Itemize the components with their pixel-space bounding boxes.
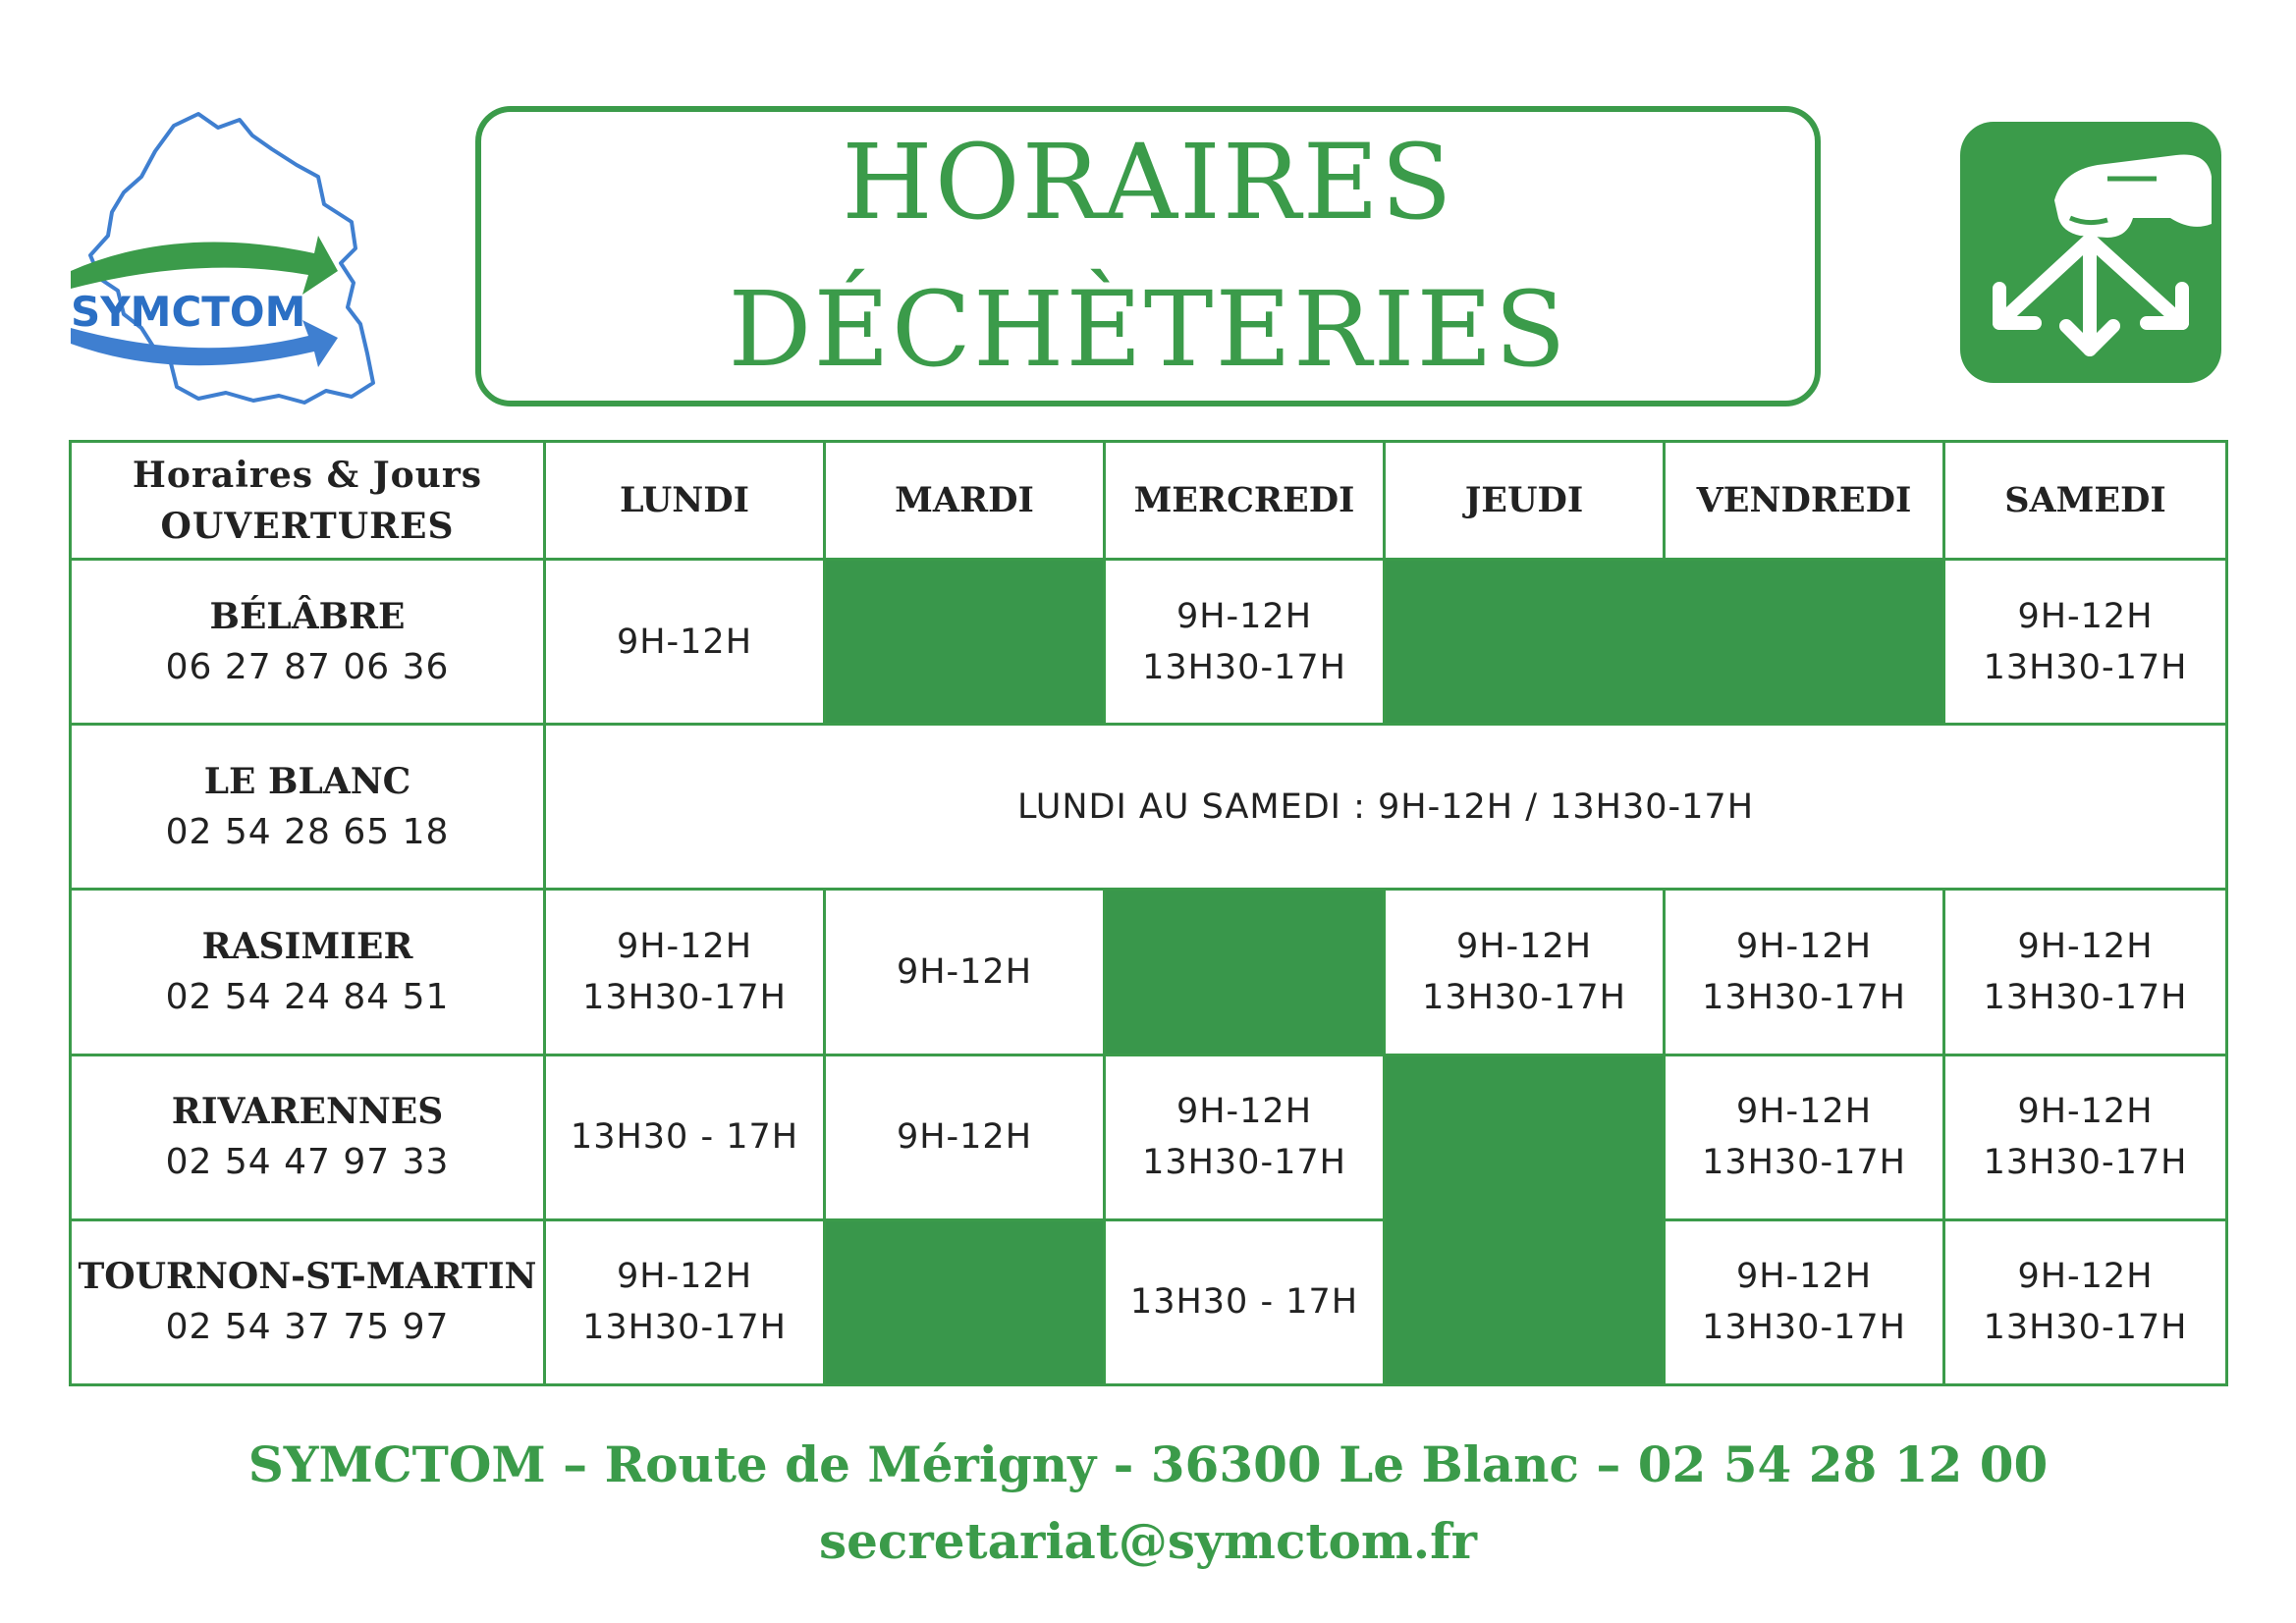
hours-line: 9H-12H	[1735, 1092, 1873, 1132]
site-cell	[71, 560, 545, 725]
site-name: RIVARENNES	[171, 1091, 444, 1133]
site-phone: 06 27 87 06 36	[165, 646, 450, 687]
hours-line: 9H-12H	[896, 1117, 1033, 1158]
hours-cell	[1665, 1055, 1944, 1219]
footer-email: secretariat@symctom.fr	[818, 1512, 1478, 1570]
hours-line: 9H-12H	[2017, 596, 2154, 636]
hours-line: 13H30-17H	[1983, 647, 2188, 687]
corner-header-line-1: Horaires & Jours	[132, 454, 483, 496]
corner-header-line-2: OUVERTURES	[160, 505, 455, 547]
hours-line: 13H30 - 17H	[1129, 1282, 1359, 1323]
hours-line: 13H30-17H	[1142, 647, 1346, 687]
hours-line: 13H30-17H	[1142, 1143, 1346, 1183]
hours-line: LUNDI AU SAMEDI : 9H-12H / 13H30-17H	[1016, 786, 1755, 827]
opening-hours-table	[69, 440, 2228, 1386]
hours-line: 9H-12H	[1735, 927, 1873, 967]
hours-cell	[1385, 890, 1665, 1055]
site-name: LE BLANC	[203, 760, 411, 802]
symctom-logo	[61, 106, 385, 410]
site-phone: 02 54 37 75 97	[165, 1307, 450, 1348]
hours-cell	[825, 1055, 1105, 1219]
hours-line: 13H30-17H	[1702, 978, 1906, 1018]
table-header-row	[71, 442, 2227, 560]
hours-cell	[1944, 1219, 2227, 1384]
day-header-mercredi: MERCREDI	[1105, 442, 1385, 560]
hours-cell	[1944, 560, 2227, 725]
hours-cell	[825, 890, 1105, 1055]
site-cell	[71, 890, 545, 1055]
hours-cell	[1944, 1055, 2227, 1219]
site-name: TOURNON-ST-MARTIN	[78, 1256, 537, 1298]
symctom-logo-map-icon	[61, 106, 385, 410]
table-row	[71, 725, 2227, 890]
site-phone: 02 54 47 97 33	[165, 1142, 450, 1183]
hours-cell	[1665, 890, 1944, 1055]
hours-line: 9H-12H	[2017, 1092, 2154, 1132]
day-header-mardi: MARDI	[825, 442, 1105, 560]
hours-line: 9H-12H	[1175, 596, 1313, 636]
logo-text: SYMCTOM	[71, 288, 306, 336]
closed-cell	[1105, 890, 1385, 1055]
hours-line: 13H30-17H	[1702, 1143, 1906, 1183]
hours-line: 9H-12H	[2017, 927, 2154, 967]
hours-line: 9H-12H	[1175, 1092, 1313, 1132]
site-name: RASIMIER	[201, 926, 413, 968]
title-line-2: DÉCHÈTERIES	[728, 269, 1568, 390]
table-row	[71, 1219, 2227, 1384]
day-header-lundi: LUNDI	[545, 442, 825, 560]
closed-cell	[825, 560, 1105, 725]
corner-header	[71, 442, 545, 560]
hours-cell-all-week	[545, 725, 2227, 890]
title-line-1: HORAIRES	[842, 122, 1454, 243]
hours-line: 9H-12H	[896, 952, 1033, 993]
hours-cell	[1105, 1219, 1385, 1384]
table-row	[71, 560, 2227, 725]
hours-cell	[1105, 1055, 1385, 1219]
closed-cell	[1385, 1055, 1665, 1384]
site-phone: 02 54 24 84 51	[165, 977, 450, 1018]
hours-cell	[545, 560, 825, 725]
hours-line: 13H30-17H	[1983, 978, 2188, 1018]
day-header-jeudi: JEUDI	[1385, 442, 1665, 560]
site-cell	[71, 1219, 545, 1384]
waste-sorting-pictogram	[1960, 122, 2221, 383]
day-header-vendredi: VENDREDI	[1665, 442, 1944, 560]
day-header-samedi: SAMEDI	[1944, 442, 2227, 560]
hours-line: 13H30-17H	[1983, 1308, 2188, 1348]
site-phone: 02 54 28 65 18	[165, 811, 450, 852]
hours-cell	[545, 1055, 825, 1219]
hours-line: 13H30-17H	[1702, 1308, 1906, 1348]
hours-line: 13H30 - 17H	[570, 1117, 799, 1158]
closed-cell	[1385, 560, 1944, 725]
footer-address: SYMCTOM – Route de Mérigny - 36300 Le Blanc – 02 54 28 12 00	[247, 1435, 2049, 1493]
hours-cell	[545, 890, 825, 1055]
site-name: BÉLÂBRE	[209, 595, 406, 637]
title-box	[475, 106, 1821, 406]
table-row	[71, 1055, 2227, 1219]
waste-sorting-hand-arrows-icon	[1960, 122, 2221, 383]
hours-line: 9H-12H	[616, 1257, 753, 1297]
table-row	[71, 890, 2227, 1055]
hours-line: 13H30-17H	[1983, 1143, 2188, 1183]
hours-line: 13H30-17H	[582, 1308, 787, 1348]
hours-line: 9H-12H	[616, 927, 753, 967]
hours-cell	[1665, 1219, 1944, 1384]
hours-line: 9H-12H	[2017, 1257, 2154, 1297]
hours-line: 9H-12H	[1455, 927, 1593, 967]
closed-cell	[825, 1219, 1105, 1384]
hours-cell	[1105, 560, 1385, 725]
hours-cell	[1944, 890, 2227, 1055]
hours-line: 9H-12H	[1735, 1257, 1873, 1297]
hours-cell	[545, 1219, 825, 1384]
hours-line: 9H-12H	[616, 622, 753, 662]
hours-line: 13H30-17H	[582, 978, 787, 1018]
site-cell	[71, 725, 545, 890]
site-cell	[71, 1055, 545, 1219]
hours-line: 13H30-17H	[1422, 978, 1626, 1018]
